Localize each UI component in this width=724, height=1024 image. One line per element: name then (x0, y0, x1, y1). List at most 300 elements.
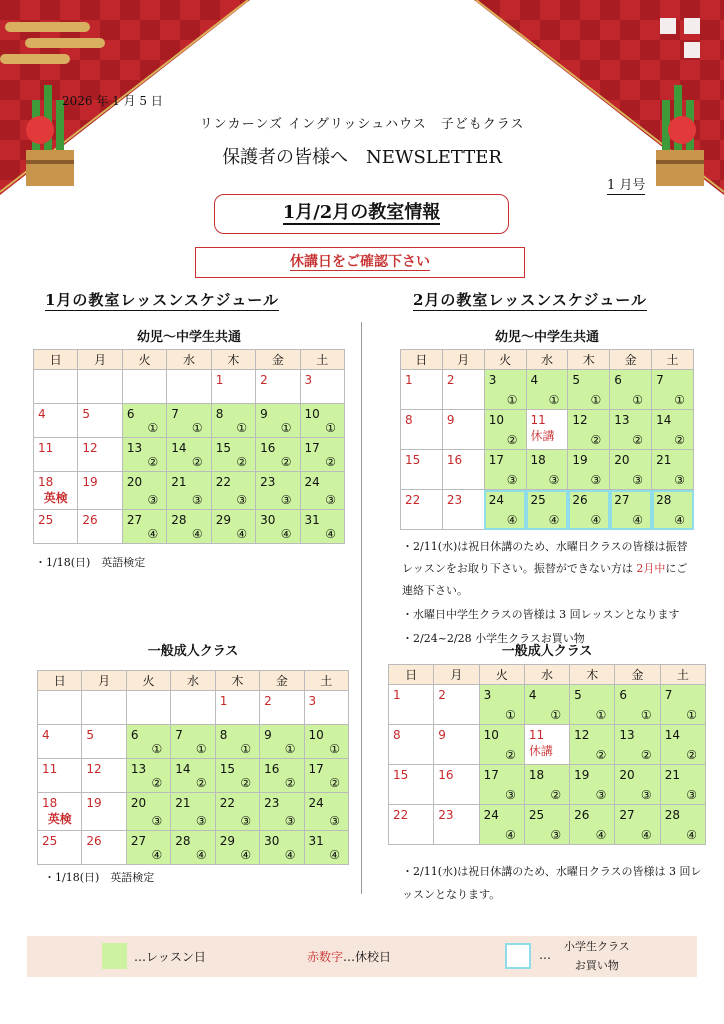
calendar-day-cell (82, 725, 126, 759)
calendar-day-cell (304, 691, 348, 725)
calendar-day-cell (78, 404, 122, 438)
lesson-count-mark: ③ (240, 814, 252, 828)
calendar-week-row (38, 793, 349, 831)
day-event-label: 英検 (47, 812, 72, 826)
note-red-text: 2月中 (636, 562, 666, 575)
day-number: 26 (82, 513, 98, 527)
lesson-count-mark: ③ (147, 493, 159, 507)
note-text: ・2/11(水)は祝日休講のため、水曜日クラスの皆様は振替レッスンをお取り下さい。振替ができない方は (402, 540, 688, 575)
jan-adult-weekday-row (38, 671, 349, 691)
calendar-day-cell (82, 793, 126, 831)
calendar-day-cell (260, 831, 304, 865)
day-number: 15 (219, 762, 235, 776)
day-number: 29 (215, 513, 231, 527)
weekday-header: 月 (442, 350, 484, 370)
calendar-day-cell (434, 725, 479, 765)
calendar-day-cell (260, 725, 304, 759)
lesson-count-mark: ① (284, 742, 296, 756)
weekday-header: 火 (479, 665, 524, 685)
note-tail-text: にご連絡下さい。 (402, 562, 688, 597)
weekday-header: 金 (615, 665, 660, 685)
lesson-count-mark: ④ (151, 848, 163, 862)
calendar-week-row (34, 472, 345, 510)
day-number: 9 (446, 413, 455, 427)
day-number: 10 (308, 728, 324, 742)
weekday-header: 土 (652, 350, 694, 370)
day-number: 13 (614, 413, 630, 427)
day-number: 13 (130, 762, 147, 776)
day-number: 12 (82, 441, 98, 455)
day-number: 7 (656, 373, 664, 387)
calendar-day-cell (211, 510, 255, 544)
day-number: 10 (304, 407, 320, 421)
day-number: 15 (393, 768, 409, 782)
calendar-day-cell (122, 404, 166, 438)
day-number: 18 (528, 768, 545, 782)
lesson-count-mark: ③ (325, 493, 336, 507)
calendar-day-cell (126, 691, 170, 725)
lesson-count-mark: ④ (548, 513, 560, 527)
day-number: 27 (614, 493, 630, 507)
calendar-day-cell (167, 510, 211, 544)
lesson-count-mark: ③ (191, 493, 203, 507)
calendar-day-cell (442, 490, 484, 530)
calendar-day-cell (434, 765, 479, 805)
calendar-day-cell (610, 490, 652, 530)
day-number: 19 (86, 796, 102, 810)
lesson-count-mark: ① (236, 421, 248, 435)
calendar-day-cell (526, 410, 568, 450)
calendar-day-cell (122, 472, 166, 510)
calendar-week-row (38, 831, 349, 865)
day-number: 7 (175, 728, 183, 742)
day-number: 13 (126, 441, 143, 455)
lesson-count-mark: ④ (329, 848, 340, 862)
calendar-day-cell (171, 725, 215, 759)
calendar-day-cell (78, 510, 122, 544)
calendar-day-cell (78, 472, 122, 510)
calendar-day-cell (215, 831, 259, 865)
day-number: 4 (42, 728, 50, 742)
calendar-day-cell (82, 759, 126, 793)
weekday-header: 水 (171, 671, 215, 691)
lesson-count-mark: ④ (595, 828, 607, 842)
weekday-header: 金 (260, 671, 304, 691)
calendar-day-cell (256, 370, 300, 404)
day-number: 18 (42, 796, 58, 810)
day-number: 5 (574, 688, 582, 702)
day-number: 31 (308, 834, 324, 848)
lesson-count-mark: ④ (191, 527, 203, 541)
day-number: 28 (175, 834, 191, 848)
day-number: 9 (264, 728, 272, 742)
calendar-week-row (389, 805, 706, 845)
day-number: 23 (446, 493, 463, 507)
lesson-count-mark: ② (686, 748, 697, 762)
calendar-week-row (38, 759, 349, 793)
day-number: 23 (264, 796, 280, 810)
lesson-count-mark: ② (505, 748, 516, 762)
calendar-day-cell (442, 450, 484, 490)
day-number: 10 (488, 413, 504, 427)
lesson-count-mark: ③ (674, 473, 685, 487)
day-number: 12 (572, 413, 588, 427)
calendar-day-cell (38, 793, 82, 831)
jan-schedule-heading: 1月の教室レッスンスケジュール (45, 291, 279, 309)
calendar-day-cell (78, 370, 122, 404)
weekday-header: 木 (570, 665, 615, 685)
lesson-count-mark: ① (505, 708, 516, 722)
calendar-day-cell (34, 472, 78, 510)
weekday-header: 土 (300, 350, 344, 370)
weekday-header: 木 (215, 671, 259, 691)
lesson-count-mark: ③ (686, 788, 697, 802)
lesson-count-mark: ① (191, 421, 203, 435)
calendar-day-cell (82, 691, 126, 725)
lesson-count-mark: ④ (506, 513, 518, 527)
legend (27, 936, 697, 977)
calendar-day-cell (300, 438, 344, 472)
lesson-count-mark: ② (151, 776, 163, 790)
lesson-count-mark: ④ (284, 848, 296, 862)
lesson-count-mark: ② (506, 433, 518, 447)
day-number: 25 (530, 493, 546, 507)
calendar-day-cell (479, 685, 524, 725)
lesson-count-mark: ② (284, 776, 296, 790)
day-number: 21 (175, 796, 191, 810)
lesson-count-mark: ④ (236, 527, 248, 541)
day-number: 11 (38, 441, 54, 455)
day-number: 8 (405, 413, 413, 427)
weekday-header: 月 (78, 350, 122, 370)
lesson-count-mark: ① (329, 742, 340, 756)
calendar-day-cell (389, 725, 434, 765)
calendar-day-cell (570, 725, 615, 765)
calendar-week-row (34, 404, 345, 438)
lesson-count-mark: ① (590, 393, 602, 407)
calendar-day-cell (484, 450, 526, 490)
calendar-day-cell (526, 490, 568, 530)
calendar-day-cell (304, 759, 348, 793)
lesson-count-mark: ④ (147, 527, 159, 541)
calendar-day-cell (652, 450, 694, 490)
day-number: 11 (42, 762, 58, 776)
calendar-day-cell (122, 438, 166, 472)
calendar-day-cell (126, 793, 170, 831)
issue-date: 2026 年 1 月 5 日 (62, 94, 163, 108)
day-number: 4 (528, 688, 537, 702)
day-number: 7 (664, 688, 673, 702)
calendar-day-cell (300, 404, 344, 438)
day-number: 28 (171, 513, 187, 527)
day-number: 23 (438, 808, 454, 822)
day-number: 27 (126, 513, 143, 527)
calendar-day-cell (122, 370, 166, 404)
calendar-day-cell (660, 805, 705, 845)
day-number: 30 (260, 513, 276, 527)
calendar-day-cell (300, 370, 344, 404)
calendar-day-cell (568, 490, 610, 530)
newsletter-title: 保護者の皆様へ NEWSLETTER (222, 147, 502, 168)
calendar-week-row (38, 691, 349, 725)
calendar-day-cell (211, 472, 255, 510)
weekday-header: 日 (401, 350, 443, 370)
day-number: 14 (171, 441, 187, 455)
lesson-count-mark: ② (632, 433, 644, 447)
lesson-count-mark: ① (686, 708, 697, 722)
day-number: 29 (219, 834, 235, 848)
info-title: 1月/2月の教室情報 (282, 202, 441, 223)
calendar-day-cell (171, 759, 215, 793)
day-number: 27 (619, 808, 635, 822)
day-number: 13 (619, 728, 635, 742)
day-number: 2 (446, 373, 455, 387)
issue-number: 1 月号 (607, 178, 646, 193)
day-number: 8 (215, 407, 224, 421)
school-name: リンカーンズ イングリッシュハウス 子どもクラス (199, 117, 525, 132)
weekday-header: 日 (38, 671, 82, 691)
day-number: 9 (260, 407, 268, 421)
day-number: 22 (215, 475, 231, 489)
lesson-count-mark: ① (640, 708, 652, 722)
day-number: 6 (126, 407, 135, 421)
calendar-day-cell (484, 370, 526, 410)
calendar-day-cell (570, 685, 615, 725)
lesson-count-mark: ② (550, 788, 562, 802)
lesson-count-mark: ② (280, 455, 292, 469)
calendar-day-cell (300, 472, 344, 510)
legend-shop-label (564, 937, 630, 975)
day-number: 23 (260, 475, 276, 489)
lesson-count-mark: ③ (280, 493, 292, 507)
calendar-day-cell (215, 725, 259, 759)
calendar-day-cell (126, 759, 170, 793)
lesson-count-mark: ③ (329, 814, 340, 828)
day-number: 16 (264, 762, 280, 776)
calendar-day-cell (126, 725, 170, 759)
day-number: 5 (86, 728, 95, 742)
day-number: 31 (304, 513, 320, 527)
day-number: 17 (488, 453, 504, 467)
calendar-day-cell (526, 450, 568, 490)
calendar-day-cell (389, 765, 434, 805)
lesson-count-mark: ③ (595, 788, 607, 802)
note-text: ・2/24~2/28 小学生クラスお買い物 (402, 632, 585, 645)
calendar-day-cell (167, 404, 211, 438)
calendar-day-cell (171, 691, 215, 725)
calendar-day-cell (167, 438, 211, 472)
holiday-check-notice (195, 247, 525, 278)
day-number: 2 (264, 694, 272, 708)
lesson-count-mark: ① (674, 393, 685, 407)
lesson-count-mark: ① (325, 421, 336, 435)
feb-adult-calendar (388, 664, 706, 845)
lesson-count-mark: ③ (548, 473, 560, 487)
calendar-day-cell (524, 685, 569, 725)
lesson-count-mark: ① (240, 742, 252, 756)
lesson-count-mark: ② (325, 455, 336, 469)
weekday-header: 火 (126, 671, 170, 691)
lesson-count-mark: ② (590, 433, 602, 447)
weekday-header: 火 (484, 350, 526, 370)
day-number: 2 (438, 688, 446, 702)
lesson-count-mark: ④ (632, 513, 644, 527)
calendar-day-cell (434, 685, 479, 725)
day-number: 22 (405, 493, 421, 507)
calendar-day-cell (126, 831, 170, 865)
calendar-week-row (34, 438, 345, 472)
calendar-day-cell (171, 831, 215, 865)
lesson-count-mark: ③ (506, 473, 518, 487)
jan-adult-subtitle: 一般成人クラス (147, 644, 239, 659)
day-number: 4 (38, 407, 46, 421)
day-number: 27 (130, 834, 147, 848)
day-number: 16 (260, 441, 276, 455)
legend-lesson-swatch (102, 943, 127, 969)
day-number: 5 (82, 407, 91, 421)
feb-kids-calendar (400, 349, 694, 530)
calendar-week-row (401, 370, 694, 410)
calendar-day-cell (167, 370, 211, 404)
calendar-week-row (34, 370, 345, 404)
weekday-header: 土 (304, 671, 348, 691)
lesson-count-mark: ④ (590, 513, 602, 527)
day-number: 25 (38, 513, 54, 527)
calendar-day-cell (610, 370, 652, 410)
feb-adult-weekday-row (389, 665, 706, 685)
lesson-count-mark: ① (548, 393, 560, 407)
calendar-day-cell (615, 685, 660, 725)
calendar-day-cell (479, 725, 524, 765)
day-number: 3 (483, 688, 492, 702)
feb-kids-notes (402, 536, 698, 652)
calendar-day-cell (389, 685, 434, 725)
day-number: 24 (308, 796, 324, 810)
day-number: 21 (171, 475, 187, 489)
day-number: 1 (215, 373, 224, 387)
calendar-day-cell (652, 490, 694, 530)
day-number: 12 (86, 762, 102, 776)
weekday-header: 水 (526, 350, 568, 370)
day-number: 26 (86, 834, 102, 848)
calendar-week-row (389, 765, 706, 805)
calendar-day-cell (34, 370, 78, 404)
calendar-day-cell (524, 765, 569, 805)
day-number: 24 (304, 475, 320, 489)
day-number: 2 (260, 373, 268, 387)
day-number: 16 (438, 768, 454, 782)
calendar-day-cell (568, 450, 610, 490)
feb-kids-subtitle: 幼児〜中学生共通 (494, 330, 599, 345)
calendar-day-cell (652, 370, 694, 410)
jan-kids-subtitle: 幼児〜中学生共通 (136, 330, 241, 345)
day-number: 24 (483, 808, 499, 822)
legend-holiday-text: …休校日 (343, 950, 392, 964)
calendar-day-cell (211, 404, 255, 438)
calendar-day-cell (615, 725, 660, 765)
day-number: 10 (483, 728, 499, 742)
calendar-day-cell (211, 438, 255, 472)
legend-lesson-label: …レッスン日 (134, 950, 206, 964)
legend-shop-line1: 小学生クラス (564, 940, 630, 953)
calendar-day-cell (610, 410, 652, 450)
calendar-day-cell (389, 805, 434, 845)
calendar-week-row (401, 490, 694, 530)
feb-adult-note: ・2/11(水)は祝日休講のため、水曜日クラスの皆様は 3 回レッスンとなります。 (402, 865, 702, 901)
calendar-day-cell (38, 759, 82, 793)
calendar-day-cell (652, 410, 694, 450)
jan-adult-note: ・1/18(日) 英語検定 (44, 871, 155, 884)
calendar-day-cell (171, 793, 215, 831)
weekday-header: 水 (167, 350, 211, 370)
day-number: 26 (572, 493, 588, 507)
calendar-day-cell (610, 450, 652, 490)
weekday-header: 日 (389, 665, 434, 685)
weekday-header: 月 (82, 671, 126, 691)
lesson-count-mark: ③ (632, 473, 644, 487)
calendar-day-cell (479, 805, 524, 845)
day-number: 6 (619, 688, 628, 702)
calendar-day-cell (256, 510, 300, 544)
calendar-day-cell (122, 510, 166, 544)
weekday-header: 土 (660, 665, 705, 685)
lesson-count-mark: ④ (195, 848, 207, 862)
day-number: 6 (130, 728, 139, 742)
calendar-day-cell (78, 438, 122, 472)
lesson-count-mark: ③ (151, 814, 163, 828)
lesson-count-mark: ② (195, 776, 207, 790)
calendar-day-cell (300, 510, 344, 544)
calendar-day-cell (484, 490, 526, 530)
lesson-count-mark: ② (236, 455, 248, 469)
day-number: 8 (219, 728, 228, 742)
lesson-count-mark: ④ (674, 513, 685, 527)
lesson-count-mark: ③ (640, 788, 652, 802)
day-number: 20 (126, 475, 143, 489)
day-number: 20 (614, 453, 630, 467)
day-number: 11 (530, 413, 546, 427)
feb-kids-note-item (402, 536, 698, 602)
feb-adult-subtitle: 一般成人クラス (501, 644, 593, 659)
day-number: 15 (215, 441, 231, 455)
day-number: 1 (405, 373, 413, 387)
calendar-day-cell (660, 685, 705, 725)
day-number: 19 (572, 453, 588, 467)
lesson-count-mark: ② (191, 455, 203, 469)
weekday-header: 木 (211, 350, 255, 370)
weekday-header: 金 (256, 350, 300, 370)
weekday-header: 火 (122, 350, 166, 370)
jan-kids-note: ・1/18(日) 英語検定 (35, 556, 146, 569)
header-banner (0, 0, 724, 195)
day-number: 11 (528, 728, 545, 742)
day-number: 3 (304, 373, 313, 387)
calendar-day-cell (401, 450, 443, 490)
lesson-count-mark: ④ (505, 828, 516, 842)
weekday-header: 木 (568, 350, 610, 370)
calendar-day-cell (82, 831, 126, 865)
day-number: 19 (574, 768, 590, 782)
calendar-day-cell (260, 793, 304, 831)
lesson-count-mark: ④ (640, 828, 652, 842)
calendar-day-cell (401, 490, 443, 530)
day-number: 22 (393, 808, 409, 822)
calendar-day-cell (256, 472, 300, 510)
calendar-day-cell (568, 370, 610, 410)
weekday-header: 水 (524, 665, 569, 685)
calendar-day-cell (34, 510, 78, 544)
lesson-count-mark: ② (329, 776, 340, 790)
